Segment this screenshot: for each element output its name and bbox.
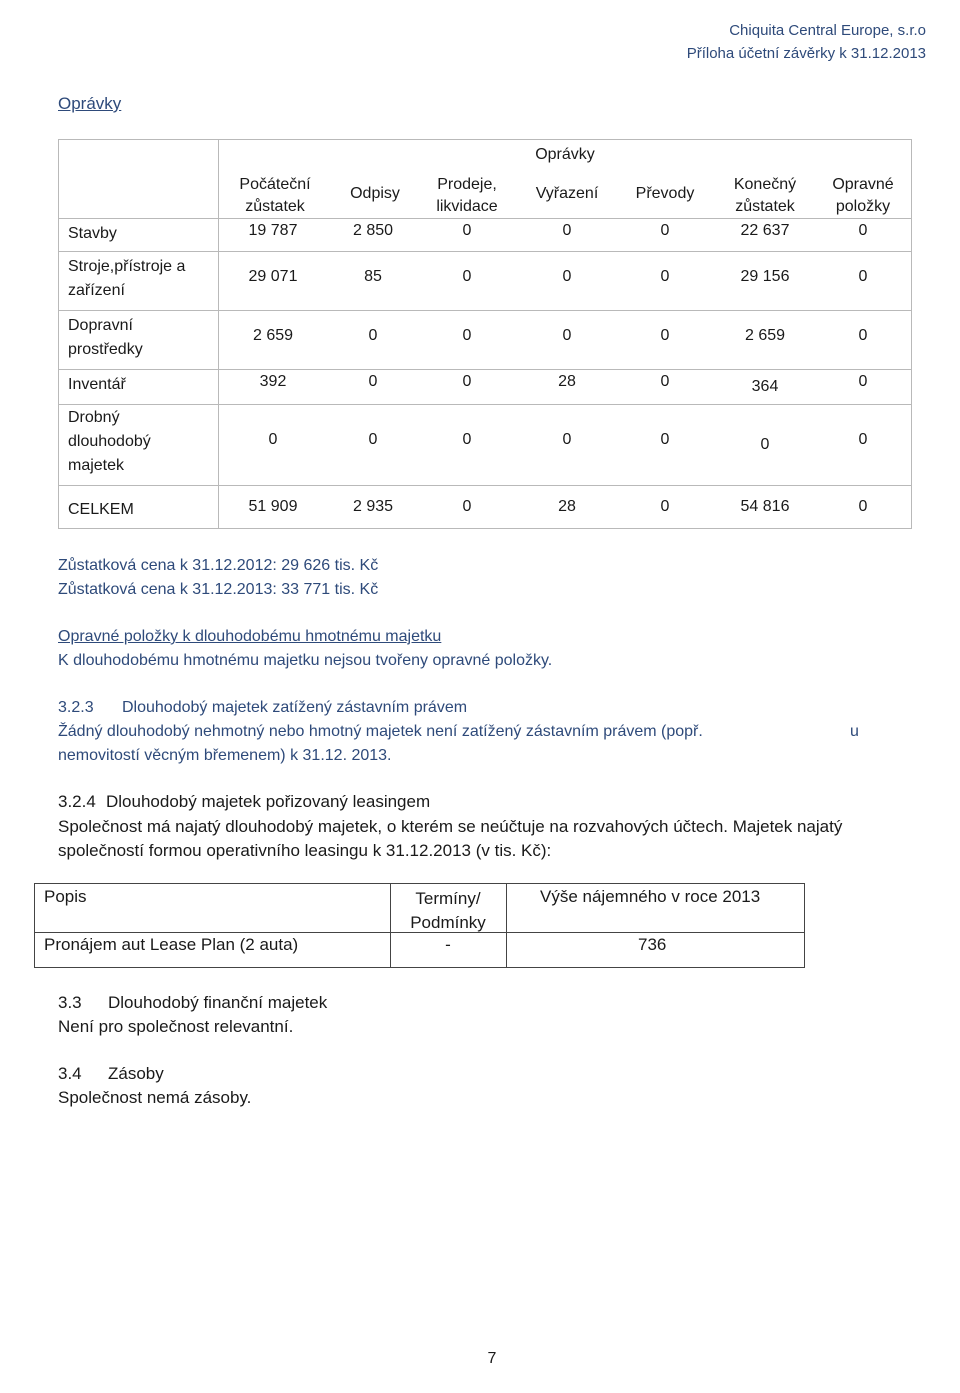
table-divider (58, 251, 912, 252)
col-header-sales: Prodeje, likvidace (436, 176, 498, 215)
cell-value: 0 (562, 327, 572, 344)
correction-text: K dlouhodobému hmotnému majetku nejsou tvořeny opravné položky. (58, 652, 553, 669)
cell-value: 0 (562, 431, 572, 448)
cell-value: 28 (558, 373, 576, 390)
section-number: 3.4 (58, 1064, 82, 1083)
row-label: Drobný dlouhodobý majetek (68, 409, 151, 474)
cell-value: 2 850 (352, 222, 394, 239)
row-label: CELKEM (68, 501, 134, 518)
cell-value: 0 (858, 222, 868, 239)
section-title: Oprávky (58, 94, 122, 113)
cell-value: 392 (259, 373, 287, 390)
cell-value: 85 (364, 268, 382, 285)
section-text: Žádný dlouhodobý nehmotný nebo hmotný majetek není zatížený zástavním právem (popř. (58, 723, 703, 740)
section-text: Společnost má najatý dlouhodobý majetek, o kterém se neúčtuje na rozvahových účtech. Majetek najatý (58, 817, 843, 836)
table-divider-vertical (218, 139, 219, 529)
cell-value: 364 (751, 378, 779, 395)
cell-value: 2 659 (744, 327, 786, 344)
cell-value: 0 (660, 222, 670, 239)
cell-value: 0 (858, 373, 868, 390)
cell-value: 19 787 (248, 222, 298, 239)
cell-value: 0 (368, 373, 378, 390)
col-header-closing: Konečný zůstatek (733, 176, 797, 215)
group-header: Oprávky (535, 146, 595, 163)
residual-2013: Zůstatková cena k 31.12.2013: 33 771 tis. Kč (58, 581, 379, 598)
cell-value: 0 (462, 327, 472, 344)
cell-value: 0 (858, 268, 868, 285)
cell-rent: 736 (638, 935, 667, 954)
col-header-rent: Výše nájemného v roce 2013 (540, 887, 761, 906)
section-heading: Dlouhodobý majetek pořizovaný leasingem (106, 792, 431, 811)
cell-value: 0 (660, 431, 670, 448)
cell-value: 22 637 (740, 222, 790, 239)
cell-value: 0 (562, 222, 572, 239)
col-header-corrections: Opravné položky (832, 176, 894, 215)
section-heading: Dlouhodobý finanční majetek (108, 993, 328, 1012)
section-heading: Dlouhodobý majetek zatížený zástavním právem (122, 699, 468, 716)
cell-value: 0 (858, 327, 868, 344)
cell-description: Pronájem aut Lease Plan (2 auta) (44, 935, 299, 954)
col-header-terms: Termíny/ Podmínky (410, 889, 486, 932)
cell-value: 0 (760, 436, 770, 453)
page-number: 7 (487, 1350, 497, 1367)
cell-value: 2 935 (352, 498, 394, 515)
cell-value: 0 (660, 498, 670, 515)
section-number: 3.2.4 (58, 792, 96, 811)
row-label: Dopravní prostředky (68, 317, 143, 358)
section-text: u (850, 723, 859, 740)
correction-title: Opravné položky k dlouhodobému hmotnému majetku (58, 628, 442, 645)
cell-value: 51 909 (248, 498, 298, 515)
cell-terms: - (445, 935, 451, 954)
cell-value: 0 (462, 222, 472, 239)
cell-value: 0 (368, 431, 378, 448)
col-header-description: Popis (44, 887, 87, 906)
cell-value: 0 (268, 431, 278, 448)
table-divider (58, 310, 912, 311)
table-divider (58, 404, 912, 405)
cell-value: 54 816 (740, 498, 790, 515)
cell-value: 0 (368, 327, 378, 344)
section-number: 3.2.3 (58, 699, 94, 716)
col-header-disposal: Vyřazení (535, 185, 599, 202)
header-subtitle: Příloha účetní závěrky k 31.12.2013 (686, 45, 926, 62)
cell-value: 0 (462, 373, 472, 390)
cell-value: 2 659 (252, 327, 294, 344)
table-divider-vertical (506, 883, 507, 968)
section-text: Není pro společnost relevantní. (58, 1017, 294, 1036)
residual-2012: Zůstatková cena k 31.12.2012: 29 626 tis. Kč (58, 557, 379, 574)
cell-value: 29 156 (740, 268, 790, 285)
section-text: nemovitostí věcným břemenem) k 31.12. 2013. (58, 747, 392, 764)
col-header-transfers: Převody (635, 185, 695, 202)
cell-value: 0 (858, 431, 868, 448)
cell-value: 0 (660, 327, 670, 344)
cell-value: 0 (562, 268, 572, 285)
cell-value: 0 (660, 268, 670, 285)
col-header-opening: Počáteční zůstatek (239, 176, 311, 215)
row-label: Inventář (68, 376, 126, 393)
cell-value: 0 (660, 373, 670, 390)
table-divider (58, 369, 912, 370)
cell-value: 0 (858, 498, 868, 515)
cell-value: 0 (462, 431, 472, 448)
section-text: společností formou operativního leasingu k 31.12.2013 (v tis. Kč): (58, 841, 552, 860)
row-label: Stroje,přístroje a zařízení (68, 258, 186, 299)
cell-value: 0 (462, 268, 472, 285)
col-header-depreciation: Odpisy (350, 185, 400, 202)
cell-value: 0 (462, 498, 472, 515)
section-text: Společnost nemá zásoby. (58, 1088, 252, 1107)
cell-value: 28 (558, 498, 576, 515)
table-divider (58, 485, 912, 486)
row-label: Stavby (68, 225, 117, 242)
table-divider (58, 218, 912, 219)
header-company: Chiquita Central Europe, s.r.o (729, 22, 926, 39)
section-number: 3.3 (58, 993, 82, 1012)
cell-value: 29 071 (248, 268, 298, 285)
section-heading: Zásoby (108, 1064, 164, 1083)
